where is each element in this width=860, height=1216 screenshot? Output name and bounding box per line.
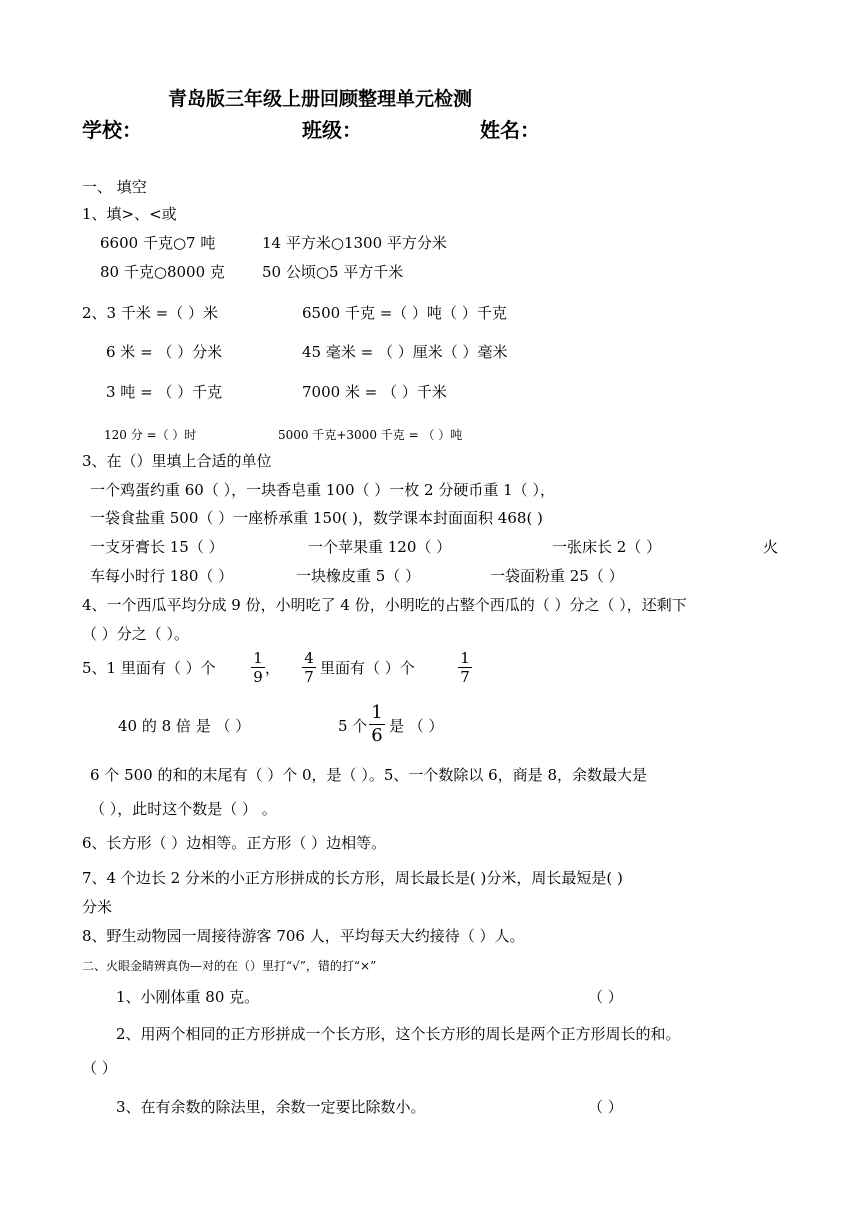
- q2-item-f: 7000 米 = （ ）千米: [302, 383, 447, 401]
- judge-item-1-answer[interactable]: （ ）: [588, 988, 623, 1006]
- q7-line-2: 分米: [82, 898, 113, 916]
- q3-line-3c: 一张床长 2（ ）: [552, 538, 662, 556]
- fraction-denominator: 7: [460, 668, 470, 686]
- q3-line-4a: 车每小时行 180（ ）: [90, 567, 234, 585]
- q1-item-c: 80 千克○8000 克: [100, 263, 225, 281]
- section1-heading: 一、 填空: [82, 178, 147, 196]
- q1-item-d: 50 公顷○5 平方千米: [262, 263, 404, 281]
- section2-heading: 二、火眼金睛辨真伪—对的在（）里打“√”，错的打“×”: [82, 959, 377, 973]
- q1-item-b: 14 平方米○1300 平方分米: [262, 234, 447, 252]
- school-label: 学校：: [82, 118, 142, 142]
- q3-line-3a: 一支牙膏长 15（ ）: [90, 538, 224, 556]
- q5-comma: ，: [265, 659, 281, 677]
- judge-item-2-answer[interactable]: （ ）: [82, 1059, 117, 1077]
- judge-item-3-answer[interactable]: （ ）: [588, 1098, 623, 1116]
- q2-item-g: 120 分 =（ ）时: [104, 428, 197, 442]
- fraction-numerator: 1: [369, 703, 385, 725]
- question-6: 6、长方形（ ）边相等。正方形（ ）边相等。: [82, 834, 387, 852]
- fraction-four-sevenths: [302, 650, 316, 685]
- q7-line-1: 7、4 个边长 2 分米的小正方形拼成的长方形，周长最长是( )分米，周长最短是( ): [82, 869, 623, 887]
- q5-text-a2: 里面有（ ）个: [320, 659, 415, 677]
- document-title: 青岛版三年级上册回顾整理单元检测: [168, 88, 473, 110]
- q1-item-a: 6600 千克○7 吨: [100, 234, 216, 252]
- fraction-numerator: 1: [251, 650, 265, 668]
- judge-item-2-text: 2、用两个相同的正方形拼成一个长方形，这个长方形的周长是两个正方形周长的和。: [116, 1025, 681, 1043]
- q3-line-1: 一个鸡蛋约重 60（ ），一块香皂重 100（ ）一枚 2 分硬币重 1（ ），: [90, 481, 555, 499]
- q3-line-3b: 一个苹果重 120（ ）: [308, 538, 452, 556]
- q5-text-c2: （ ），此时这个数是（ ） 。: [90, 800, 277, 818]
- fraction-numerator: 1: [458, 650, 472, 668]
- q1-label: 1、填>、<或: [82, 205, 177, 223]
- q5-text-a1: 5、1 里面有（ ）个: [82, 659, 216, 677]
- q5-text-b1: 40 的 8 倍 是 （ ）: [118, 717, 251, 735]
- q3-line-4c: 一袋面粉重 25（ ）: [490, 567, 624, 585]
- q2-item-b: 6500 千克 =（ ）吨（ ）千克: [302, 304, 507, 322]
- fraction-denominator: 7: [304, 668, 314, 686]
- q3-label: 3、在（）里填上合适的单位: [82, 452, 272, 470]
- q5-text-b3: 是 （ ）: [389, 717, 444, 735]
- fraction-one-seventh: [458, 650, 472, 685]
- q2-item-d: 45 毫米 = （ ）厘米（ ）毫米: [302, 343, 508, 361]
- q5-text-b2: 5 个: [338, 717, 368, 735]
- question-8: 8、野生动物园一周接待游客 706 人，平均每天大约接待（ ）人。: [82, 927, 525, 945]
- q3-line-3d: 火: [763, 538, 779, 556]
- fraction-denominator: 9: [253, 668, 263, 686]
- q3-line-4b: 一块橡皮重 5（ ）: [296, 567, 421, 585]
- q3-line-2: 一袋食盐重 500（ ）一座桥承重 150( )，数学课本封面面积 468( ): [90, 509, 543, 527]
- name-label: 姓名：: [480, 118, 540, 142]
- q2-item-c: 6 米 = （ ）分米: [106, 343, 223, 361]
- q2-item-a: 2、3 千米 =（ ）米: [82, 304, 218, 322]
- class-label: 班级：: [302, 118, 362, 142]
- fraction-denominator: 6: [371, 725, 383, 746]
- q4-line-1: 4、一个西瓜平均分成 9 份，小明吃了 4 份，小明吃的占整个西瓜的（ ）分之（ ），还剩下: [82, 596, 687, 614]
- fraction-one-sixth: [369, 703, 385, 746]
- q2-item-h: 5000 千克+3000 千克 = （ ）吨: [278, 428, 463, 442]
- judge-item-1-text: 1、小刚体重 80 克。: [116, 988, 260, 1006]
- fraction-numerator: 4: [302, 650, 316, 668]
- judge-item-3-text: 3、在有余数的除法里，余数一定要比除数小。: [116, 1098, 426, 1116]
- q5-text-c1: 6 个 500 的和的末尾有（ ）个 0，是（ ）。5、一个数除以 6，商是 8，余数最大是: [90, 766, 647, 784]
- q4-line-2: （ ）分之（ ）。: [82, 625, 190, 643]
- q2-item-e: 3 吨 = （ ）千克: [106, 383, 223, 401]
- fraction-one-ninth: [251, 650, 265, 685]
